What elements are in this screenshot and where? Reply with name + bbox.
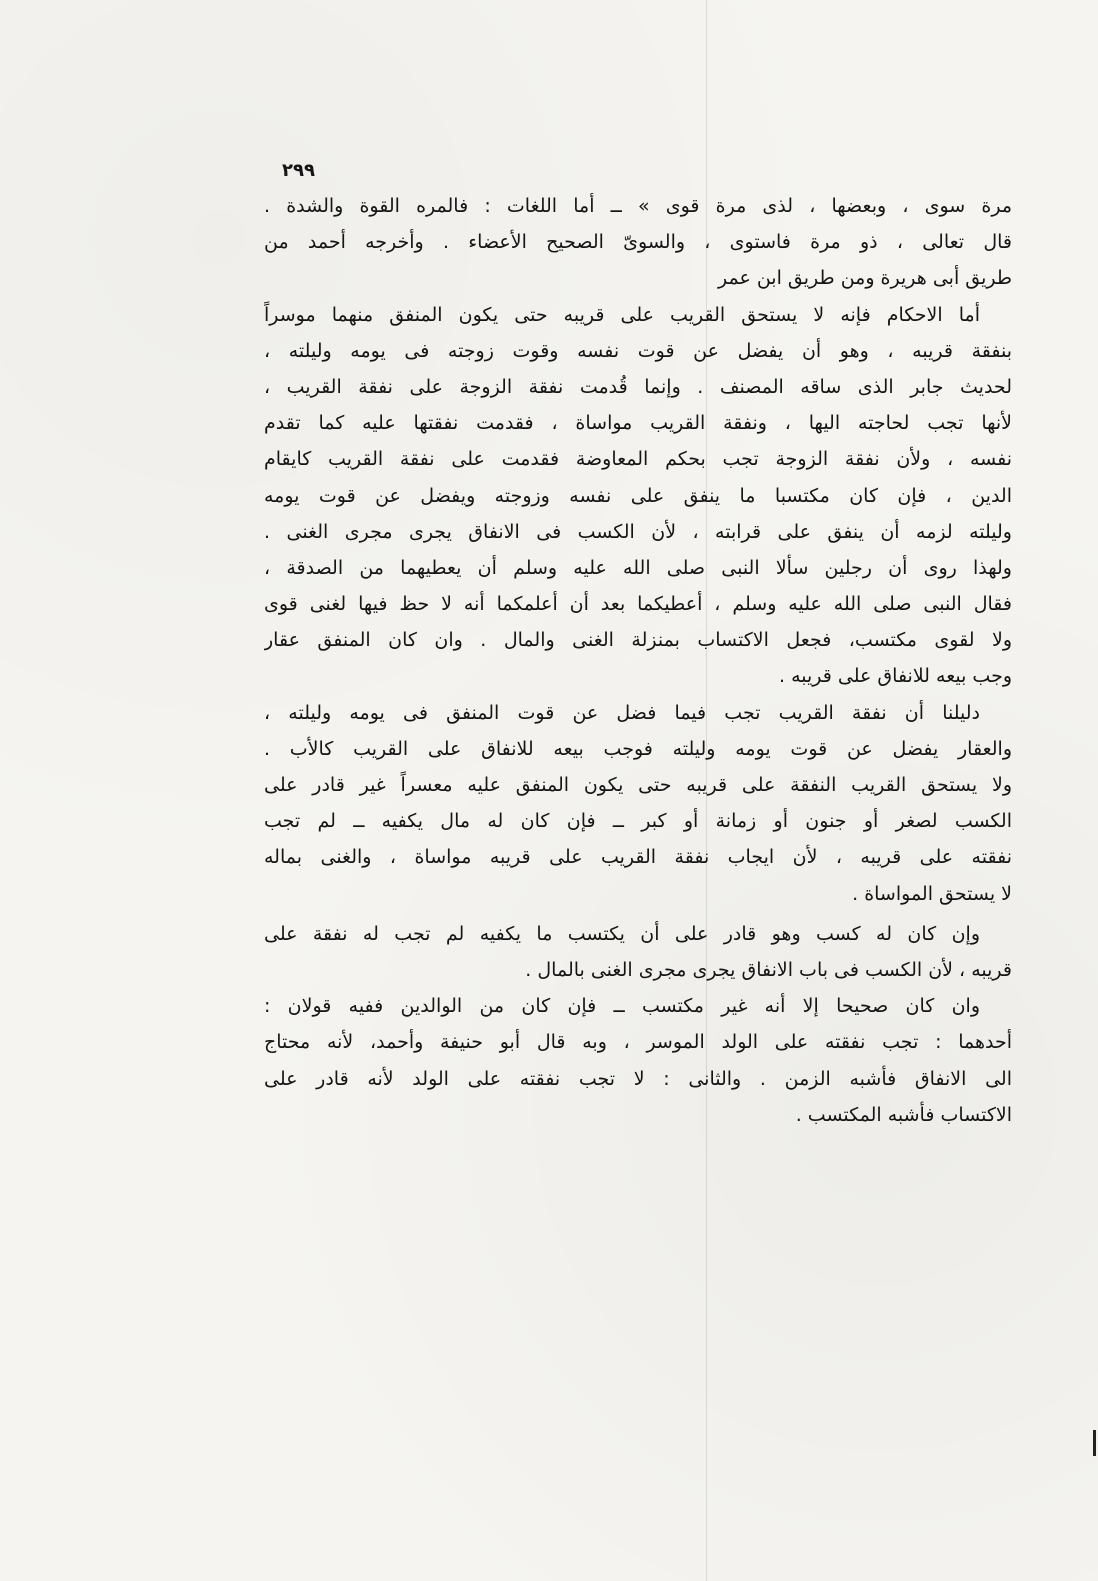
text-line: ولهذا روى أن رجلين سألا النبى صلى الله عليه وسلم أن يعطيهما من الصدقة ، [264,556,1012,579]
text-line: أحدهما : تجب نفقته على الولد الموسر ، وبه قال أبو حنيفة وأحمد، لأنه محتاج [264,1031,1012,1054]
text-line: بنفقة قريبه ، وهو أن يفضل عن قوت نفسه وقوت زوجته فى يومه وليلته ، [264,339,1012,362]
text-line: وجب بيعه للانفاق على قريبه . [779,665,1012,688]
paragraph-start-line: وإن كان له كسب وهو قادر على أن يكتسب ما يكفيه لم تجب له نفقة على [264,922,980,945]
paragraph-start-line: وان كان صحيحا إلا أنه غير مكتسب ــ فإن كان من الوالدين ففيه قولان : [264,995,980,1018]
text-line: نفسه ، ولأن نفقة الزوجة تجب بحكم المعاوضة فقدمت على نفقة القريب كايقام [264,448,1012,471]
paragraph-start-line: أما الاحكام فإنه لا يستحق القريب على قريبه حتى يكون المنفق منهما موسراً [264,303,980,326]
text-line: نفقته على قريبه ، لأن ايجاب نفقة القريب على قريبه مواساة ، والغنى بماله [264,846,1012,869]
text-line: الاكتساب فأشبه المكتسب . [795,1103,1012,1126]
text-line: ولا لقوى مكتسب، فجعل الاكتساب بمنزلة الغنى والمال . وان كان المنفق عقار [264,629,1012,652]
page-number: ٢٩٩ [282,160,315,181]
text-line: وليلته لزمه أن ينفق على قرابته ، لأن الكسب فى الانفاق يجرى مجرى الغنى . [264,520,1012,543]
paragraph-start-line: دليلنا أن نفقة القريب تجب فيما فضل عن قوت المنفق فى يومه وليلته ، [264,701,980,724]
body-text [264,188,1012,1133]
text-line: مرة سوى ، وبعضها ، لذى مرة قوى » ــ أما اللغات : فالمره القوة والشدة . [264,195,1012,217]
text-line: طريق أبى هريرة ومن طريق ابن عمر [718,267,1012,290]
text-line: لا يستحق المواساة . [852,882,1012,905]
text-line: لأنها تجب لحاجته اليها ، ونفقة القريب مواساة ، فقدمت نفقتها عليه كما تقدم [264,412,1012,435]
text-line: قال تعالى ، ذو مرة فاستوى ، والسوىّ الصحيح الأعضاء . وأخرجه أحمد من [264,231,1012,254]
text-line: فقال النبى صلى الله عليه وسلم ، أعطيكما بعد أن أعلمكما أنه لا حظ فيها لغنى قوى [264,593,1012,616]
text-line: الى الانفاق فأشبه الزمن . والثانى : لا تجب نفقته على الولد لأنه قادر على [264,1067,1012,1090]
text-line: لحديث جابر الذى ساقه المصنف . وإنما قُدمت نفقة الزوجة على نفقة القريب ، [264,375,1012,398]
text-line: والعقار يفضل عن قوت يومه وليلته فوجب بيعه للانفاق على القريب كالأب . [264,737,1012,760]
text-line: قريبه ، لأن الكسب فى باب الانفاق يجرى مجرى الغنى بالمال . [525,958,1012,981]
scan-edge-mark [1093,1430,1096,1456]
text-line: الكسب لصغر أو جنون أو زمانة أو كبر ــ فإن كان له مال يكفيه ــ لم تجب [264,810,1012,833]
text-line: الدين ، فإن كان مكتسبا ما ينفق على نفسه وزوجته ويفضل عن قوت يومه [264,484,1012,507]
text-line: ولا يستحق القريب النفقة على قريبه حتى يكون المنفق عليه معسراً غير قادر على [264,774,1012,796]
